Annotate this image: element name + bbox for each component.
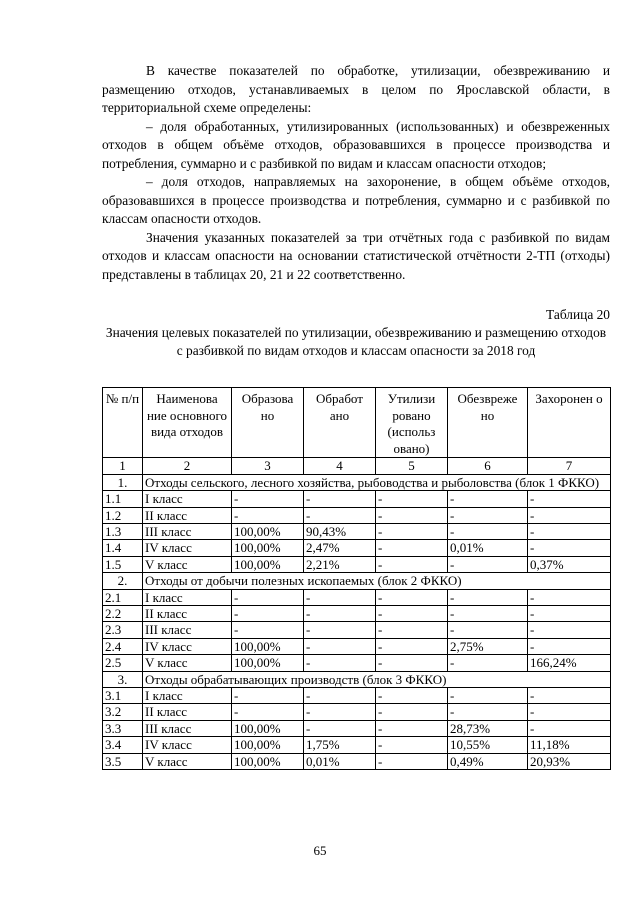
column-number: 1 xyxy=(103,458,143,474)
value-cell: - xyxy=(376,556,448,572)
value-cell: - xyxy=(304,638,376,654)
value-cell: - xyxy=(528,638,611,654)
value-cell: - xyxy=(448,524,528,540)
value-cell: 28,73% xyxy=(448,720,528,736)
hazard-class-cell: III класс xyxy=(143,524,232,540)
column-number: 5 xyxy=(376,458,448,474)
table-title: Значения целевых показателей по утилизации, обезвреживанию и размещению отходов с разбивкой по видам отходов и классам опасности за 2018 год xyxy=(105,325,607,358)
paragraph: Значения указанных показателей за три отчётных года с разбивкой по видам отходов и классам опасности на основании статистической отчётности 2-ТП (отходы) представлены в таблицах 20, 21 и 22 соответственно. xyxy=(102,229,610,282)
value-cell: 100,00% xyxy=(232,556,304,572)
row-number-cell: 1.3 xyxy=(103,524,143,540)
table-row xyxy=(103,556,611,572)
row-number-cell: 2.2 xyxy=(103,606,143,622)
value-cell: - xyxy=(376,524,448,540)
value-cell: - xyxy=(304,688,376,704)
value-cell: - xyxy=(232,688,304,704)
table-row xyxy=(103,737,611,753)
value-cell: 90,43% xyxy=(304,524,376,540)
value-cell: - xyxy=(304,606,376,622)
table-row xyxy=(103,507,611,523)
value-cell: - xyxy=(304,622,376,638)
table-row xyxy=(103,540,611,556)
block-header-row xyxy=(103,671,611,687)
column-header: № п/п xyxy=(103,388,143,458)
value-cell: - xyxy=(232,491,304,507)
value-cell: - xyxy=(232,606,304,622)
table-row xyxy=(103,638,611,654)
hazard-class-cell: II класс xyxy=(143,507,232,523)
value-cell: - xyxy=(528,720,611,736)
value-cell: 1,75% xyxy=(304,737,376,753)
value-cell: 2,75% xyxy=(448,638,528,654)
paragraph: – доля отходов, направляемых на захоронение, в общем объёме отходов, образовавшихся в процессе производства и потребления, суммарно и с разбивкой по классам опасности отходов. xyxy=(102,174,610,226)
block-number: 1. xyxy=(103,474,143,490)
value-cell: - xyxy=(232,704,304,720)
table-row xyxy=(103,606,611,622)
value-cell: - xyxy=(376,688,448,704)
table-row xyxy=(103,753,611,769)
table-row xyxy=(103,491,611,507)
row-number-cell: 2.3 xyxy=(103,622,143,638)
column-header: Наименова ние основного вида отходов xyxy=(143,388,232,458)
row-number-cell: 2.5 xyxy=(103,655,143,671)
value-cell: - xyxy=(232,622,304,638)
value-cell: - xyxy=(528,491,611,507)
page-number: 65 xyxy=(313,843,327,858)
hazard-class-cell: V класс xyxy=(143,556,232,572)
value-cell: - xyxy=(376,704,448,720)
value-cell: - xyxy=(528,606,611,622)
table-row xyxy=(103,688,611,704)
block-title: Отходы от добычи полезных ископаемых (блок 2 ФККО) xyxy=(143,573,611,589)
hazard-class-cell: I класс xyxy=(143,491,232,507)
block-title: Отходы сельского, лесного хозяйства, рыбоводства и рыболовства (блок 1 ФККО) xyxy=(143,474,611,490)
value-cell: - xyxy=(448,556,528,572)
value-cell: - xyxy=(376,720,448,736)
table-row xyxy=(103,704,611,720)
value-cell: 11,18% xyxy=(528,737,611,753)
header-row xyxy=(103,388,611,458)
body-text xyxy=(102,62,610,284)
value-cell: 0,37% xyxy=(528,556,611,572)
value-cell: 10,55% xyxy=(448,737,528,753)
value-cell: - xyxy=(376,507,448,523)
column-header: Обработ ано xyxy=(304,388,376,458)
row-number-cell: 1.1 xyxy=(103,491,143,507)
value-cell: - xyxy=(528,507,611,523)
value-cell: - xyxy=(376,491,448,507)
column-number: 6 xyxy=(448,458,528,474)
value-cell: - xyxy=(448,491,528,507)
row-number-cell: 3.4 xyxy=(103,737,143,753)
value-cell: 100,00% xyxy=(232,737,304,753)
table-row xyxy=(103,655,611,671)
row-number-cell: 3.1 xyxy=(103,688,143,704)
value-cell: 20,93% xyxy=(528,753,611,769)
value-cell: - xyxy=(376,638,448,654)
value-cell: - xyxy=(376,737,448,753)
column-number: 2 xyxy=(143,458,232,474)
value-cell: 2,47% xyxy=(304,540,376,556)
block-title: Отходы обрабатывающих производств (блок 3 ФККО) xyxy=(143,671,611,687)
value-cell: - xyxy=(304,589,376,605)
value-cell: - xyxy=(376,655,448,671)
table-row xyxy=(103,720,611,736)
column-number-row xyxy=(103,458,611,474)
table-row xyxy=(103,622,611,638)
column-header: Образова но xyxy=(232,388,304,458)
row-number-cell: 2.4 xyxy=(103,638,143,654)
hazard-class-cell: IV класс xyxy=(143,737,232,753)
row-number-cell: 1.2 xyxy=(103,507,143,523)
value-cell: - xyxy=(528,688,611,704)
value-cell: - xyxy=(376,540,448,556)
value-cell: 0,01% xyxy=(304,753,376,769)
value-cell: - xyxy=(304,655,376,671)
value-cell: - xyxy=(304,491,376,507)
value-cell: 0,49% xyxy=(448,753,528,769)
row-number-cell: 3.3 xyxy=(103,720,143,736)
table-body xyxy=(103,474,611,769)
block-number: 3. xyxy=(103,671,143,687)
value-cell: 0,01% xyxy=(448,540,528,556)
value-cell: - xyxy=(528,704,611,720)
block-header-row xyxy=(103,573,611,589)
value-cell: - xyxy=(528,524,611,540)
value-cell: - xyxy=(528,589,611,605)
column-header: Захоронен о xyxy=(528,388,611,458)
value-cell: - xyxy=(448,688,528,704)
hazard-class-cell: IV класс xyxy=(143,540,232,556)
value-cell: 100,00% xyxy=(232,524,304,540)
row-number-cell: 1.5 xyxy=(103,556,143,572)
column-number: 3 xyxy=(232,458,304,474)
table-label: Таблица 20 xyxy=(546,307,610,322)
value-cell: 166,24% xyxy=(528,655,611,671)
hazard-class-cell: V класс xyxy=(143,655,232,671)
table-row xyxy=(103,589,611,605)
value-cell: 2,21% xyxy=(304,556,376,572)
value-cell: 100,00% xyxy=(232,753,304,769)
value-cell: - xyxy=(528,622,611,638)
block-number: 2. xyxy=(103,573,143,589)
block-header-row xyxy=(103,474,611,490)
value-cell: - xyxy=(448,507,528,523)
column-number: 7 xyxy=(528,458,611,474)
column-header: Обезвреже но xyxy=(448,388,528,458)
value-cell: - xyxy=(376,753,448,769)
paragraph: В качестве показателей по обработке, утилизации, обезвреживанию и размещению отходов, устанавливаемых в целом по Ярославской области, в территориальной схеме определены: xyxy=(102,63,610,115)
value-cell: - xyxy=(232,507,304,523)
value-cell: - xyxy=(376,622,448,638)
value-cell: - xyxy=(448,622,528,638)
data-table xyxy=(102,387,611,770)
hazard-class-cell: V класс xyxy=(143,753,232,769)
value-cell: - xyxy=(304,507,376,523)
value-cell: - xyxy=(448,655,528,671)
value-cell: - xyxy=(232,589,304,605)
hazard-class-cell: I класс xyxy=(143,688,232,704)
row-number-cell: 1.4 xyxy=(103,540,143,556)
row-number-cell: 3.2 xyxy=(103,704,143,720)
row-number-cell: 2.1 xyxy=(103,589,143,605)
column-number: 4 xyxy=(304,458,376,474)
value-cell: 100,00% xyxy=(232,655,304,671)
value-cell: 100,00% xyxy=(232,720,304,736)
value-cell: 100,00% xyxy=(232,540,304,556)
hazard-class-cell: III класс xyxy=(143,720,232,736)
value-cell: - xyxy=(304,704,376,720)
row-number-cell: 3.5 xyxy=(103,753,143,769)
value-cell: - xyxy=(448,606,528,622)
value-cell: - xyxy=(448,704,528,720)
hazard-class-cell: IV класс xyxy=(143,638,232,654)
value-cell: - xyxy=(448,589,528,605)
value-cell: 100,00% xyxy=(232,638,304,654)
value-cell: - xyxy=(376,589,448,605)
hazard-class-cell: II класс xyxy=(143,606,232,622)
hazard-class-cell: II класс xyxy=(143,704,232,720)
hazard-class-cell: I класс xyxy=(143,589,232,605)
hazard-class-cell: III класс xyxy=(143,622,232,638)
value-cell: - xyxy=(528,540,611,556)
value-cell: - xyxy=(376,606,448,622)
value-cell: - xyxy=(304,720,376,736)
table-row xyxy=(103,524,611,540)
paragraph: – доля обработанных, утилизированных (использованных) и обезвреженных отходов в общем объёме отходов, образовавшихся в процессе производства и потребления, суммарно и с разбивкой по видам и классам опасности отходов; xyxy=(102,118,610,171)
column-header: Утилизи ровано (использ овано) xyxy=(376,388,448,458)
